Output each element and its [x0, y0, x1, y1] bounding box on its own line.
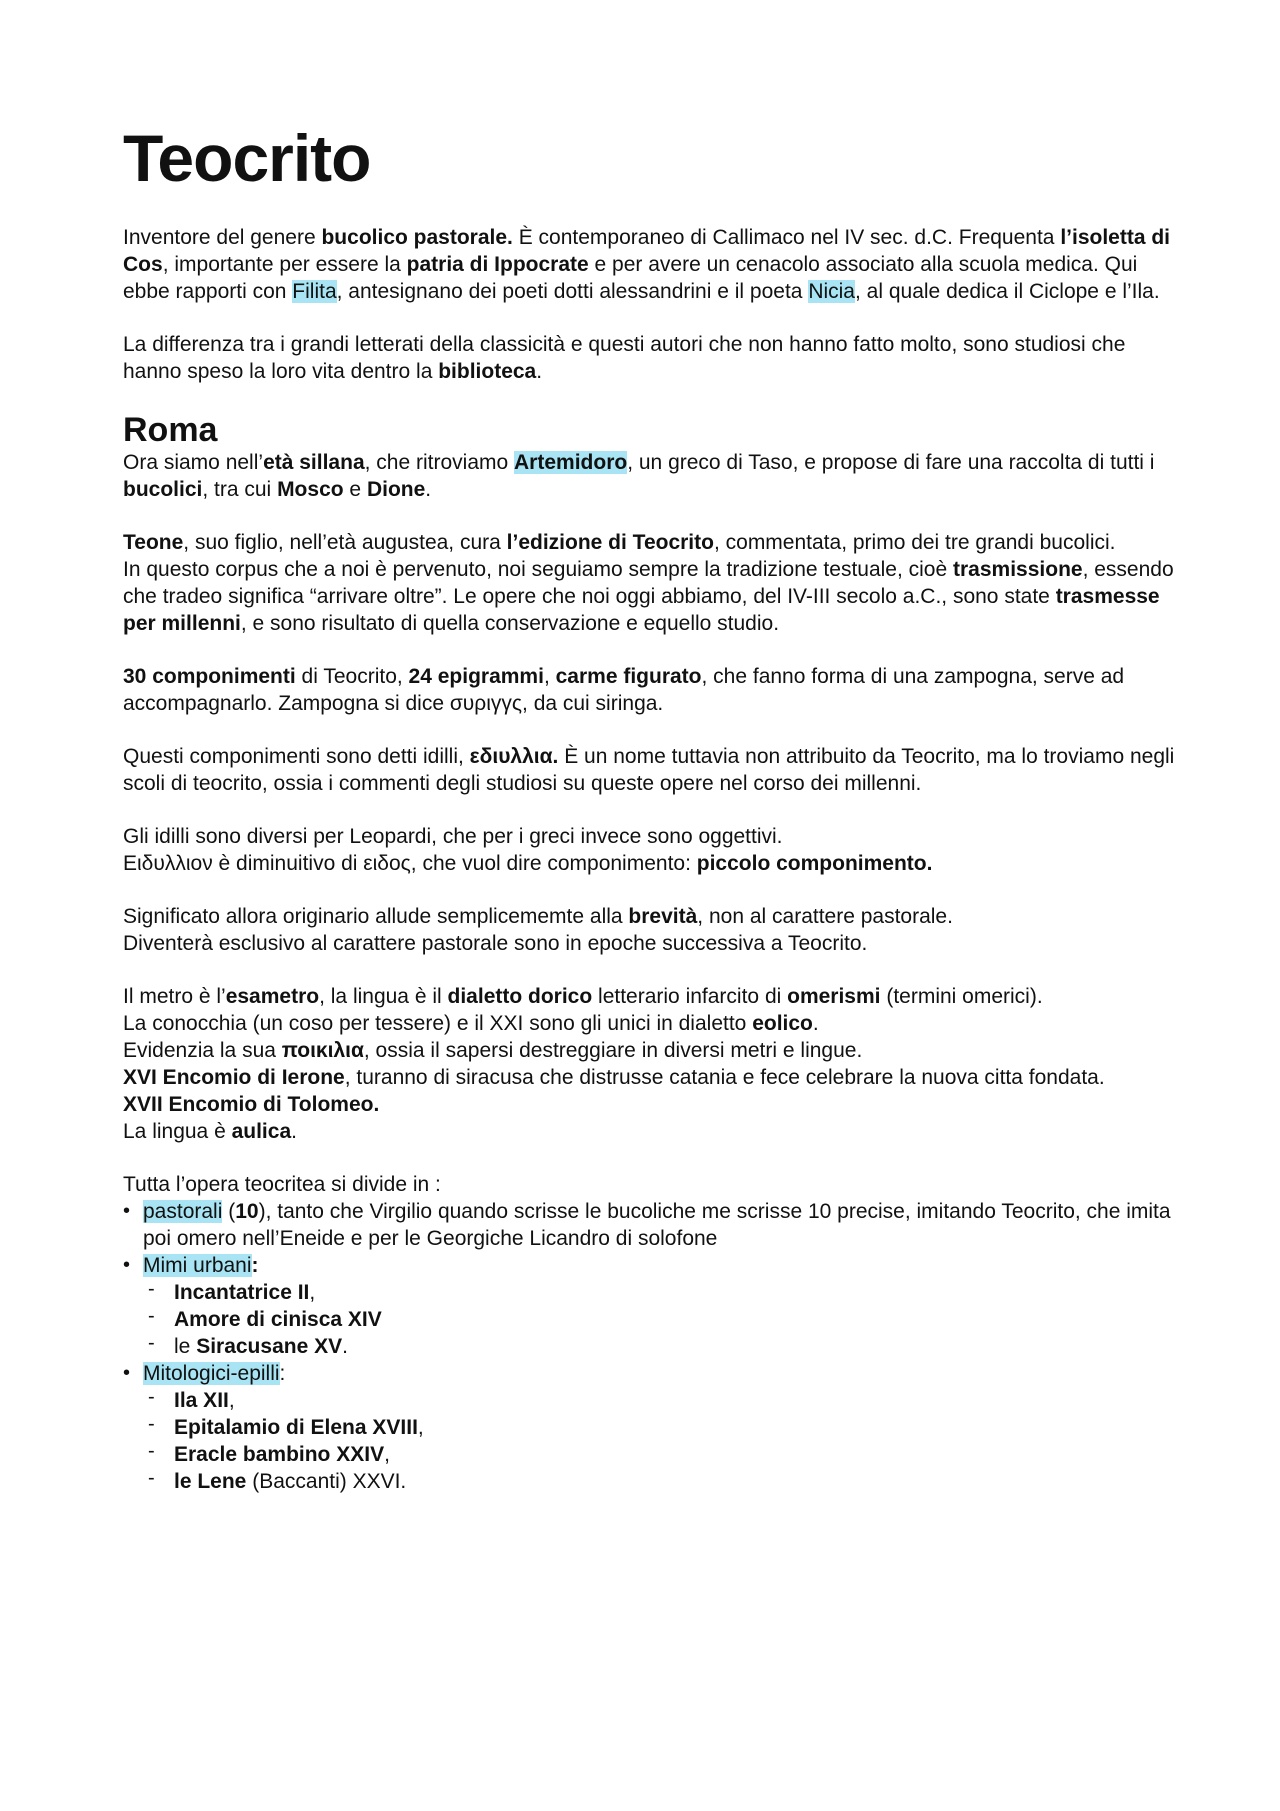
list-item: - Incantatrice II, — [143, 1279, 1183, 1306]
mitologici-epilli-sublist — [143, 1387, 1183, 1495]
opera-categories-list — [123, 1198, 1183, 1495]
highlight-mitologici-epilli: Mitologici-epilli — [143, 1362, 280, 1385]
paragraph-divisione: Tutta l’opera teocritea si divide in : — [123, 1173, 441, 1196]
mimi-urbani-sublist — [143, 1279, 1183, 1360]
list-item-pastorali: • pastorali (10), tanto che Virgilio quando scrisse le bucoliche me scrisse 10 precise, imitando Teocrito, che imita poi omero nell’Eneide e per le Georgiche Licandro di solofone — [123, 1198, 1183, 1252]
list-item: - le Lene (Baccanti) XXVI. — [143, 1468, 1183, 1495]
paragraph-eta-sillana: Ora siamo nell’età sillana, che ritroviamo Artemidoro, un greco di Taso, e propose di fare una raccolta di tutti i bucolici, tra cui Mosco e Dione. — [123, 451, 1155, 501]
paragraph-diventera: Diventerà esclusivo al carattere pastorale sono in epoche successiva a Teocrito. — [123, 932, 868, 955]
list-item: - Ila XII, — [143, 1387, 1183, 1414]
section-heading-roma: Roma — [123, 411, 218, 449]
document-body — [123, 118, 1183, 1495]
highlight-mimi-urbani: Mimi urbani — [143, 1254, 252, 1277]
paragraph-intro: Inventore del genere bucolico pastorale. È contemporaneo di Callimaco nel IV sec. d.C. Frequenta l’isoletta di Cos, importante per essere la patria di Ippocrate e per avere un cenacolo associato alla scuola medica. Qui ebbe rapporti con Filita, antesignano dei poeti dotti alessandrini e il poeta Nicia, al quale dedica il Ciclope e l’Ila. — [123, 226, 1171, 303]
highlight-pastorali: pastorali — [143, 1200, 223, 1223]
paragraph-encomio-ierone: XVI Encomio di Ierone, turanno di siracusa che distrusse catania e fece celebrare la nuova citta fondata. — [123, 1066, 1105, 1089]
paragraph-differenza: La differenza tra i grandi letterati della classicità e questi autori che non hanno fatto molto, sono studiosi che hanno speso la loro vita dentro la biblioteca. — [123, 333, 1126, 383]
highlight-nicia: Nicia — [808, 280, 855, 303]
paragraph-lingua-aulica: La lingua è aulica. — [123, 1120, 297, 1143]
paragraph-componimenti: 30 componimenti di Teocrito, 24 epigrammi, carme figurato, che fanno forma di una zampogna, serve ad accompagnarlo. Zampogna si dice συριγγς, da cui siringa. — [123, 665, 1125, 715]
paragraph-conocchia: La conocchia (un coso per tessere) e il XXI sono gli unici in dialetto eolico. — [123, 1012, 819, 1035]
highlight-filita: Filita — [292, 280, 337, 303]
paragraph-eidyllion: Ειδυλλιον è diminuitivo di ειδος, che vuol dire componimento: piccolo componimento. — [123, 852, 933, 875]
paragraph-poikilia: Evidenzia la sua ποικιλια, ossia il sapersi destreggiare in diversi metri e lingue. — [123, 1039, 863, 1062]
list-item-mimi-urbani: • Mimi urbani: - Incantatrice II, - Amore di cinisca XIV - le Siracusane XV. — [123, 1252, 1183, 1360]
list-item: - Epitalamio di Elena XVIII, — [143, 1414, 1183, 1441]
paragraph-encomio-tolomeo: XVII Encomio di Tolomeo. — [123, 1093, 380, 1116]
list-item-mitologici-epilli: • Mitologici-epilli: - Ila XII, - Epitalamio di Elena XVIII, - Eracle bambino XXIV, - le Lene (Baccanti) XXVI. — [123, 1360, 1183, 1495]
paragraph-leopardi: Gli idilli sono diversi per Leopardi, che per i greci invece sono oggettivi. — [123, 825, 783, 848]
page-title: Teocrito — [123, 121, 371, 195]
paragraph-corpus: In questo corpus che a noi è pervenuto, noi seguiamo sempre la tradizione testuale, cioè trasmissione, essendo che tradeo significa “arrivare oltre”. Le opere che noi oggi abbiamo, del IV-III secolo a.C., sono state trasmesse per millenni, e sono risultato di quella conservazione e equello studio. — [123, 558, 1174, 635]
paragraph-significato: Significato allora originario allude semplicememte alla brevità, non al carattere pastorale. — [123, 905, 953, 928]
paragraph-teone: Teone, suo figlio, nell’età augustea, cura l’edizione di Teocrito, commentata, primo dei tre grandi bucolici. — [123, 531, 1116, 554]
paragraph-metro: Il metro è l’esametro, la lingua è il dialetto dorico letterario infarcito di omerismi (termini omerici). — [123, 985, 1043, 1008]
list-item: - Amore di cinisca XIV — [143, 1306, 1183, 1333]
highlight-artemidoro: Artemidoro — [514, 451, 628, 474]
paragraph-idilli: Questi componimenti sono detti idilli, εδιυλλια. È un nome tuttavia non attribuito da Teocrito, ma lo troviamo negli scoli di teocrito, ossia i commenti degli studiosi su queste opere nel corso dei millenni. — [123, 745, 1175, 795]
list-item: - Eracle bambino XXIV, — [143, 1441, 1183, 1468]
list-item: - le Siracusane XV. — [143, 1333, 1183, 1360]
